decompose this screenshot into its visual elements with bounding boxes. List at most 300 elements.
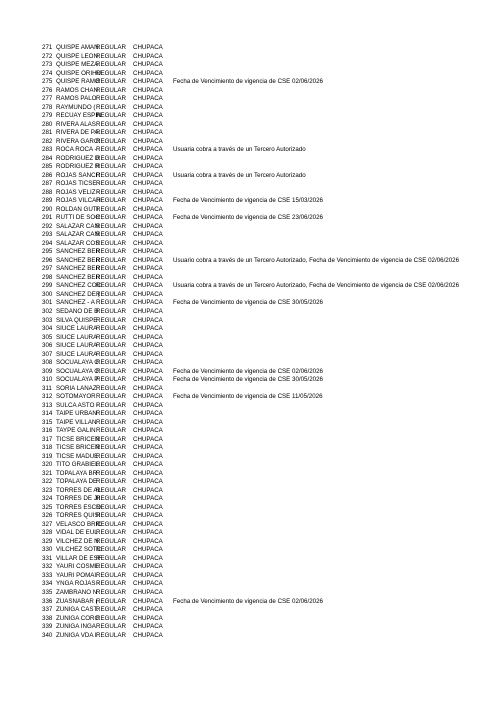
- row-number: 306: [42, 342, 53, 350]
- row-location: CHUPACA: [133, 205, 163, 213]
- row-number: 316: [42, 427, 53, 435]
- table-row: [0, 44, 500, 53]
- row-number: 312: [42, 393, 53, 401]
- row-type: REGULAR: [96, 325, 126, 333]
- row-name: ZAMBRANO N: [56, 589, 98, 596]
- row-number: 285: [42, 163, 53, 171]
- table-row: [0, 419, 500, 428]
- row-type: REGULAR: [96, 86, 126, 94]
- row-type: REGULAR: [96, 273, 126, 281]
- row-number: 273: [42, 61, 53, 69]
- row-name: RIVERA ALAS: [56, 120, 96, 128]
- row-location: CHUPACA: [133, 299, 163, 307]
- row-name: SIUCE LAURA: [56, 342, 98, 350]
- table-row: [0, 478, 500, 487]
- row-location: CHUPACA: [133, 537, 163, 545]
- row-type: REGULAR: [96, 537, 126, 545]
- row-type: REGULAR: [96, 256, 126, 264]
- row-location: CHUPACA: [133, 342, 163, 350]
- row-name: TAIPE URBAN: [56, 410, 97, 418]
- row-name: ZUASNABAR (: [56, 597, 98, 605]
- table-row: [0, 623, 500, 632]
- table-row: [0, 265, 500, 274]
- beneficiary-list: [0, 44, 500, 640]
- row-number: 337: [42, 606, 53, 614]
- row-type: REGULAR: [96, 452, 126, 460]
- row-number: 325: [42, 503, 53, 511]
- row-location: CHUPACA: [133, 44, 163, 51]
- row-location: CHUPACA: [133, 614, 163, 622]
- row-name: SOCUALAYA C: [56, 359, 99, 367]
- row-name: TOPALAYA DE: [56, 478, 98, 486]
- table-row: [0, 538, 500, 547]
- row-observation: Usuaria cobra a través de un Tercero Autorizado: [173, 171, 306, 179]
- row-location: CHUPACA: [133, 188, 163, 196]
- row-type: REGULAR: [96, 350, 126, 358]
- row-name: ZUÑIGA INGA: [56, 623, 96, 631]
- row-type: REGULAR: [96, 248, 126, 256]
- row-number: 311: [42, 384, 52, 392]
- row-name: VIDAL DE EUL: [56, 529, 98, 537]
- table-row: [0, 291, 500, 300]
- row-number: 332: [42, 563, 53, 571]
- row-location: CHUPACA: [133, 154, 163, 162]
- row-number: 324: [42, 495, 53, 503]
- row-type: REGULAR: [96, 137, 126, 145]
- table-row: [0, 368, 500, 377]
- row-location: CHUPACA: [133, 546, 163, 554]
- row-type: REGULAR: [96, 205, 126, 213]
- row-location: CHUPACA: [133, 69, 163, 77]
- row-location: CHUPACA: [133, 282, 163, 290]
- table-row: [0, 427, 500, 436]
- row-number: 334: [42, 580, 53, 588]
- table-row: [0, 606, 500, 615]
- row-type: REGULAR: [96, 171, 126, 179]
- row-type: REGULAR: [96, 597, 126, 605]
- row-name: VILCHEZ DE N: [56, 537, 99, 545]
- row-location: CHUPACA: [133, 78, 163, 86]
- row-number: 305: [42, 333, 53, 341]
- row-location: CHUPACA: [133, 231, 163, 239]
- row-location: CHUPACA: [133, 486, 163, 494]
- row-location: CHUPACA: [133, 444, 163, 452]
- table-row: [0, 615, 500, 624]
- row-name: ROJAS SANCH: [56, 171, 101, 179]
- row-location: CHUPACA: [133, 180, 163, 188]
- table-row: [0, 529, 500, 538]
- row-location: CHUPACA: [133, 129, 163, 137]
- row-name: TOPALAYA BR: [56, 469, 98, 477]
- row-name: SALAZAR CAN: [56, 231, 99, 239]
- row-name: VELASCO BRIC: [56, 520, 102, 528]
- row-observation: Fecha de Vencimiento de vigencia de CSE 02/06/2026: [173, 78, 323, 86]
- row-name: TICSE BRICEÑ: [56, 444, 100, 452]
- row-number: 272: [42, 52, 53, 60]
- row-number: 314: [42, 410, 53, 418]
- row-type: REGULAR: [96, 342, 126, 350]
- row-location: CHUPACA: [133, 316, 163, 324]
- row-number: 330: [42, 546, 53, 554]
- row-type: REGULAR: [96, 214, 126, 222]
- row-location: CHUPACA: [133, 333, 163, 341]
- row-type: REGULAR: [96, 154, 126, 162]
- row-name: SANCHEZ COC: [56, 282, 102, 290]
- row-name: YAURI POMAI: [56, 571, 97, 579]
- row-observation: Usuaria cobra a través de un Tercero Autorizado, Fecha de Vencimiento de vigencia de CSE 02/06/2026: [173, 282, 460, 290]
- row-location: CHUPACA: [133, 367, 163, 375]
- row-type: REGULAR: [96, 95, 126, 103]
- row-location: CHUPACA: [133, 290, 163, 298]
- row-type: REGULAR: [96, 469, 126, 477]
- row-number: 290: [42, 205, 53, 213]
- row-name: RIVERA GARCI: [56, 137, 101, 145]
- row-name: YAURI COSME: [56, 563, 99, 571]
- row-type: REGULAR: [96, 197, 126, 205]
- table-row: [0, 487, 500, 496]
- row-type: REGULAR: [96, 384, 126, 392]
- row-number: 283: [42, 146, 53, 154]
- row-observation: Fecha de Vencimiento de vigencia de CSE 30/05/2026: [173, 376, 323, 384]
- row-name: ROJAS VELIZ -: [56, 188, 100, 196]
- row-type: REGULAR: [96, 239, 126, 247]
- row-location: CHUPACA: [133, 325, 163, 333]
- table-row: [0, 121, 500, 130]
- row-type: REGULAR: [96, 129, 126, 137]
- row-location: CHUPACA: [133, 418, 163, 426]
- row-type: REGULAR: [96, 623, 126, 631]
- table-row: [0, 78, 500, 87]
- row-type: REGULAR: [96, 427, 126, 435]
- table-row: [0, 572, 500, 581]
- row-name: ROJAS TICSE -: [56, 180, 101, 188]
- row-location: CHUPACA: [133, 623, 163, 631]
- row-name: TICSE MADUE: [56, 452, 99, 460]
- row-name: TORRES DE JII: [56, 495, 101, 503]
- row-number: 309: [42, 367, 53, 375]
- row-number: 280: [42, 120, 53, 128]
- row-name: ZUÑIGA CORC: [56, 614, 99, 622]
- row-type: REGULAR: [96, 478, 126, 486]
- row-number: 320: [42, 461, 53, 469]
- row-location: CHUPACA: [133, 359, 163, 367]
- row-number: 308: [42, 359, 53, 367]
- row-type: REGULAR: [96, 112, 126, 120]
- table-row: [0, 274, 500, 283]
- row-observation: Fecha de Vencimiento de vigencia de CSE 11/05/2026: [173, 393, 323, 401]
- row-location: CHUPACA: [133, 452, 163, 460]
- row-location: CHUPACA: [133, 401, 163, 409]
- row-name: QUISPE RAMO: [56, 78, 100, 86]
- row-type: REGULAR: [96, 222, 126, 230]
- row-observation: Usuaria cobra a través de un Tercero Autorizado: [173, 146, 306, 154]
- table-row: [0, 461, 500, 470]
- row-name: SIUCE LAURA: [56, 325, 98, 333]
- row-location: CHUPACA: [133, 631, 163, 639]
- row-location: CHUPACA: [133, 86, 163, 94]
- row-number: 333: [42, 571, 53, 579]
- row-location: CHUPACA: [133, 376, 163, 384]
- row-name: VILLAR DE ESF: [56, 554, 102, 562]
- row-name: RECUAY ESPIN: [56, 112, 102, 120]
- row-location: CHUPACA: [133, 469, 163, 477]
- row-number: 289: [42, 197, 53, 205]
- row-number: 304: [42, 325, 53, 333]
- row-number: 276: [42, 86, 53, 94]
- table-row: [0, 512, 500, 521]
- row-type: REGULAR: [96, 495, 126, 503]
- row-number: 275: [42, 78, 53, 86]
- table-row: [0, 138, 500, 147]
- row-location: CHUPACA: [133, 580, 163, 588]
- row-name: SANCHEZ BER: [56, 248, 101, 256]
- row-number: 336: [42, 597, 53, 605]
- row-type: REGULAR: [96, 307, 126, 315]
- table-row: [0, 189, 500, 198]
- table-row: [0, 436, 500, 445]
- row-type: REGULAR: [96, 520, 126, 528]
- row-location: CHUPACA: [133, 256, 163, 264]
- row-location: CHUPACA: [133, 478, 163, 486]
- row-name: SIUCE LAURA: [56, 333, 98, 341]
- row-observation: Usuario cobra a través de un Tercero Autorizado, Fecha de Vencimiento de vigencia de CSE 02/06/2026: [173, 256, 460, 264]
- row-type: REGULAR: [96, 503, 126, 511]
- row-name: SANCHEZ BER: [56, 265, 101, 273]
- row-number: 303: [42, 316, 53, 324]
- row-number: 338: [42, 614, 53, 622]
- row-type: REGULAR: [96, 631, 126, 639]
- table-row: [0, 385, 500, 394]
- row-number: 282: [42, 137, 53, 145]
- table-row: [0, 317, 500, 326]
- row-name: YNGA ROJAS -: [56, 580, 100, 588]
- row-location: CHUPACA: [133, 410, 163, 418]
- table-row: [0, 598, 500, 607]
- row-name: ROCA ROCA -: [56, 146, 97, 154]
- table-row: [0, 351, 500, 360]
- row-number: 329: [42, 537, 53, 545]
- row-location: CHUPACA: [133, 197, 163, 205]
- row-type: REGULAR: [96, 401, 126, 409]
- table-row: [0, 393, 500, 402]
- row-type: REGULAR: [96, 418, 126, 426]
- row-type: REGULAR: [96, 554, 126, 562]
- table-row: [0, 163, 500, 172]
- row-location: CHUPACA: [133, 103, 163, 111]
- row-name: TORRES ESCO: [56, 503, 101, 511]
- row-location: CHUPACA: [133, 503, 163, 511]
- row-type: REGULAR: [96, 614, 126, 622]
- row-number: 279: [42, 112, 53, 120]
- row-name: RAMOS PALO: [56, 95, 97, 103]
- row-number: 277: [42, 95, 53, 103]
- table-row: [0, 555, 500, 564]
- row-location: CHUPACA: [133, 529, 163, 537]
- row-name: SEDANO DE B: [56, 307, 99, 315]
- row-name: RAMOS CHAN: [56, 86, 98, 94]
- row-observation: Fecha de Vencimiento de vigencia de CSE 30/05/2026: [173, 299, 323, 307]
- row-name: TORRES QUISI: [56, 512, 101, 520]
- row-number: 294: [42, 239, 53, 247]
- row-type: REGULAR: [96, 589, 126, 596]
- row-type: REGULAR: [96, 44, 126, 51]
- row-type: REGULAR: [96, 78, 126, 86]
- row-name: QUISPE ORIHU: [56, 69, 102, 77]
- table-row: [0, 104, 500, 113]
- table-row: [0, 87, 500, 96]
- row-number: 288: [42, 188, 53, 196]
- row-type: REGULAR: [96, 180, 126, 188]
- row-type: REGULAR: [96, 376, 126, 384]
- row-type: REGULAR: [96, 120, 126, 128]
- table-row: [0, 248, 500, 257]
- row-name: QUISPE AMAN: [56, 44, 99, 51]
- row-location: CHUPACA: [133, 571, 163, 579]
- table-row: [0, 504, 500, 513]
- row-number: 299: [42, 282, 53, 290]
- row-type: REGULAR: [96, 282, 126, 290]
- row-number: 322: [42, 478, 53, 486]
- row-name: RODRIGUEZ D: [56, 154, 100, 162]
- table-row: [0, 282, 500, 291]
- row-number: 318: [42, 444, 53, 452]
- row-number: 292: [42, 222, 53, 230]
- row-name: SALAZAR COS: [56, 239, 100, 247]
- table-row: [0, 402, 500, 411]
- row-type: REGULAR: [96, 563, 126, 571]
- row-type: REGULAR: [96, 359, 126, 367]
- row-name: SULCA ASTO -: [56, 401, 99, 409]
- table-row: [0, 240, 500, 249]
- table-row: [0, 197, 500, 206]
- table-row: [0, 334, 500, 343]
- row-number: 315: [42, 418, 53, 426]
- row-location: CHUPACA: [133, 265, 163, 273]
- row-location: CHUPACA: [133, 495, 163, 503]
- table-row: [0, 299, 500, 308]
- row-number: 307: [42, 350, 53, 358]
- table-row: [0, 410, 500, 419]
- row-name: TAIPE VILLAN: [56, 418, 97, 426]
- row-number: 328: [42, 529, 53, 537]
- row-name: SANCHEZ BER: [56, 256, 101, 264]
- row-type: REGULAR: [96, 580, 126, 588]
- row-type: REGULAR: [96, 546, 126, 554]
- row-location: CHUPACA: [133, 563, 163, 571]
- table-row: [0, 359, 500, 368]
- row-location: CHUPACA: [133, 112, 163, 120]
- table-row: [0, 495, 500, 504]
- row-type: REGULAR: [96, 461, 126, 469]
- row-type: REGULAR: [96, 512, 126, 520]
- row-observation: Fecha de Vencimiento de vigencia de CSE 23/06/2026: [173, 214, 323, 222]
- row-type: REGULAR: [96, 61, 126, 69]
- row-type: REGULAR: [96, 606, 126, 614]
- row-number: 326: [42, 512, 53, 520]
- table-row: [0, 563, 500, 572]
- row-location: CHUPACA: [133, 61, 163, 69]
- row-location: CHUPACA: [133, 146, 163, 154]
- row-number: 313: [42, 401, 53, 409]
- row-number: 278: [42, 103, 53, 111]
- row-name: RUTTI DE SOC: [56, 214, 100, 222]
- table-row: [0, 580, 500, 589]
- row-number: 271: [42, 44, 53, 51]
- row-location: CHUPACA: [133, 273, 163, 281]
- table-row: [0, 95, 500, 104]
- row-type: REGULAR: [96, 444, 126, 452]
- table-row: [0, 129, 500, 138]
- row-location: CHUPACA: [133, 461, 163, 469]
- table-row: [0, 112, 500, 121]
- row-location: CHUPACA: [133, 606, 163, 614]
- row-name: RODRIGUEZ R: [56, 163, 100, 171]
- table-row: [0, 470, 500, 479]
- row-type: REGULAR: [96, 163, 126, 171]
- row-name: RIVERA DE PA: [56, 129, 99, 137]
- row-observation: Fecha de Vencimiento de vigencia de CSE 02/06/2026: [173, 597, 323, 605]
- row-name: RAYMUNDO (: [56, 103, 96, 111]
- table-row: [0, 180, 500, 189]
- row-location: CHUPACA: [133, 171, 163, 179]
- table-row: [0, 206, 500, 215]
- row-location: CHUPACA: [133, 427, 163, 435]
- row-name: ROLDAN GUTI: [56, 205, 99, 213]
- row-name: ZUÑIGA CAST.: [56, 606, 99, 614]
- row-observation: Fecha de Vencimiento de vigencia de CSE 15/03/2026: [173, 197, 323, 205]
- row-name: SOCUALAYA C: [56, 367, 99, 375]
- table-row: [0, 376, 500, 385]
- table-row: [0, 453, 500, 462]
- row-number: 340: [42, 631, 53, 639]
- row-name: SORIA LANAZ: [56, 384, 97, 392]
- row-number: 287: [42, 180, 53, 188]
- row-type: REGULAR: [96, 529, 126, 537]
- row-type: REGULAR: [96, 103, 126, 111]
- row-location: CHUPACA: [133, 137, 163, 145]
- row-name: TORRES DE AL: [56, 486, 101, 494]
- row-name: TITO GRABIEL: [56, 461, 99, 469]
- table-row: [0, 53, 500, 62]
- row-name: SOTOMAYOR: [56, 393, 96, 401]
- row-number: 335: [42, 589, 53, 596]
- row-type: REGULAR: [96, 333, 126, 341]
- row-number: 339: [42, 623, 53, 631]
- row-number: 286: [42, 171, 53, 179]
- row-number: 297: [42, 265, 53, 273]
- table-row: [0, 61, 500, 70]
- table-row: [0, 308, 500, 317]
- row-type: REGULAR: [96, 393, 126, 401]
- row-number: 300: [42, 290, 53, 298]
- row-location: CHUPACA: [133, 384, 163, 392]
- row-name: TAYPE GALIN: [56, 427, 96, 435]
- row-location: CHUPACA: [133, 393, 163, 401]
- row-name: ZUÑIGA VDA I: [56, 631, 97, 639]
- row-name: TICSE BRICEÑ: [56, 435, 100, 443]
- table-row: [0, 444, 500, 453]
- row-name: SOCUALAYA P: [56, 376, 99, 384]
- row-type: REGULAR: [96, 299, 126, 307]
- row-observation: Fecha de Vencimiento de vigencia de CSE 02/06/2026: [173, 367, 323, 375]
- row-location: CHUPACA: [133, 214, 163, 222]
- row-type: REGULAR: [96, 188, 126, 196]
- row-location: CHUPACA: [133, 163, 163, 171]
- row-name: SALAZAR CAN: [56, 222, 99, 230]
- row-location: CHUPACA: [133, 222, 163, 230]
- row-location: CHUPACA: [133, 597, 163, 605]
- row-number: 302: [42, 307, 53, 315]
